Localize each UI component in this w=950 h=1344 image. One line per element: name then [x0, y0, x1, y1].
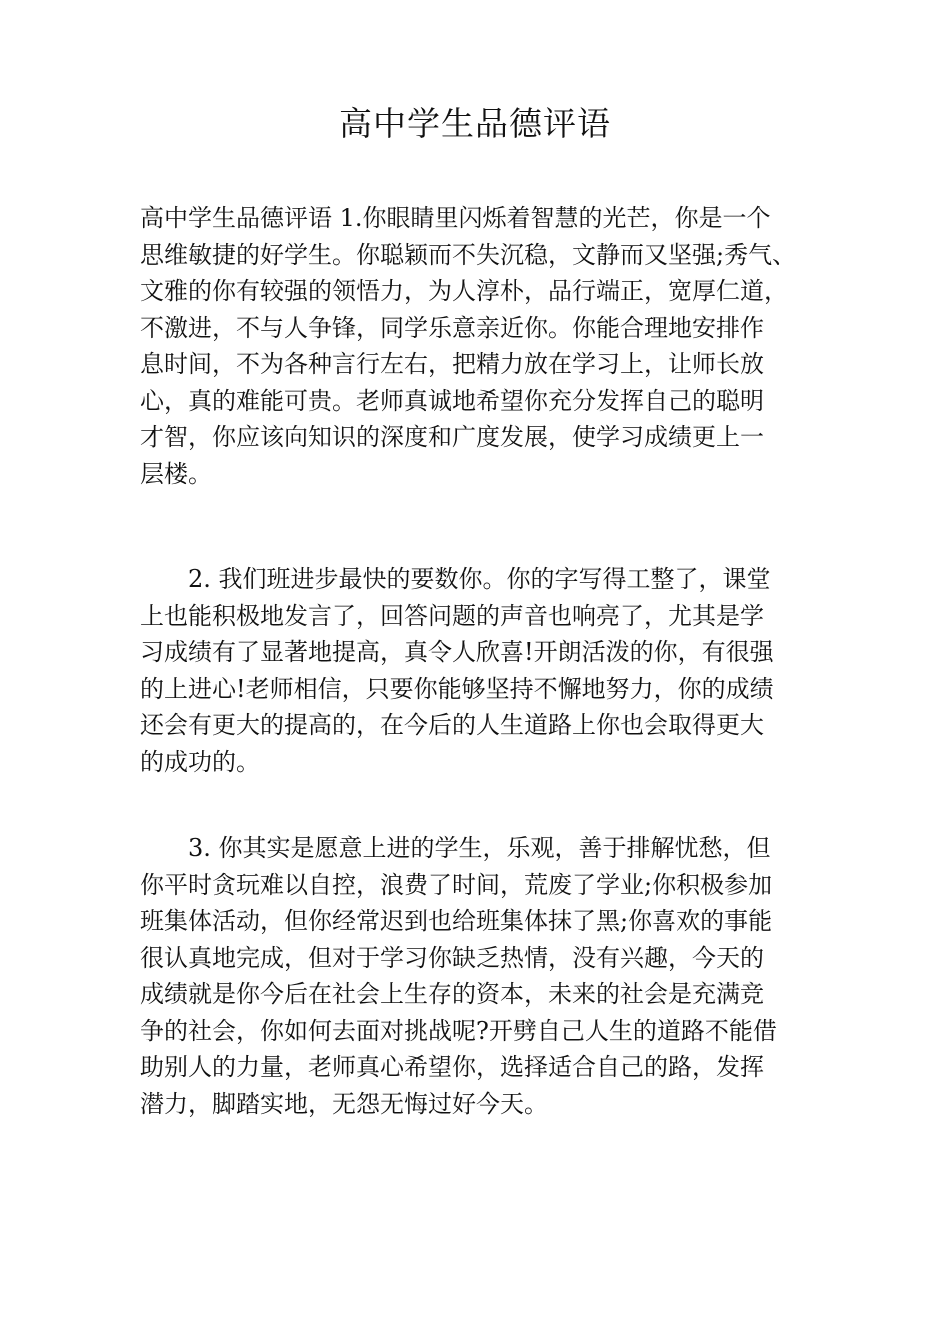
paragraph-line: 助别人的力量，老师真心希望你，选择适合自己的路，发挥	[140, 1053, 764, 1081]
paragraph-line: 成绩就是你今后在社会上生存的资本，未来的社会是充满竞	[140, 980, 764, 1008]
paragraph-line: 争的社会，你如何去面对挑战呢?开劈自己人生的道路不能借	[140, 1016, 777, 1045]
paragraph-line: 才智，你应该向知识的深度和广度发展，使学习成绩更上一	[140, 423, 764, 451]
paragraph-line: 潜力，脚踏实地，无怨无悔过好今天。	[140, 1089, 548, 1118]
paragraph-line: 还会有更大的提高的，在今后的人生道路上你也会取得更大	[140, 711, 764, 739]
document-title: 高中学生品德评语	[339, 104, 611, 143]
paragraph-line: 上也能积极地发言了，回答问题的声音也响亮了，尤其是学	[140, 601, 764, 630]
paragraph-line: 息时间，不为各种言行左右，把精力放在学习上，让师长放	[140, 350, 764, 378]
paragraph-1	[140, 200, 796, 492]
paragraph-line: 你平时贪玩难以自控，浪费了时间，荒废了学业;你积极参加	[140, 870, 773, 899]
paragraph-line: 的成功的。	[140, 747, 260, 776]
paragraph-line: 班集体活动，但你经常迟到也给班集体抹了黑;你喜欢的事能	[140, 907, 773, 935]
paragraph-line: 2. 我们班进步最快的要数你。你的字写得工整了，课堂	[188, 565, 771, 593]
paragraph-line: 文雅的你有较强的领悟力，为人淳朴，品行端正，宽厚仁道，	[140, 277, 788, 305]
paragraph-line: 习成绩有了显著地提高，真令人欣喜!开朗活泼的你，有很强	[140, 638, 774, 666]
paragraph-line: 思维敏捷的好学生。你聪颖而不失沉稳，文静而又坚强;秀气、	[140, 240, 797, 269]
paragraph-line: 层楼。	[140, 459, 212, 488]
paragraph-3	[140, 830, 777, 1122]
paragraph-line: 的上进心!老师相信，只要你能够坚持不懈地努力，你的成绩	[140, 674, 774, 703]
paragraph-line: 心，真的难能可贵。老师真诚地希望你充分发挥自己的聪明	[140, 386, 764, 415]
paragraph-line: 高中学生品德评语 1.你眼睛里闪烁着智慧的光芒，你是一个	[140, 204, 771, 232]
paragraph-line: 3. 你其实是愿意上进的学生，乐观，善于排解忧愁，但	[188, 834, 771, 862]
paragraph-2	[140, 561, 774, 780]
paragraph-line: 很认真地完成，但对于学习你缺乏热情，没有兴趣，今天的	[140, 943, 764, 972]
paragraph-line: 不激进，不与人争锋，同学乐意亲近你。你能合理地安排作	[140, 313, 764, 342]
